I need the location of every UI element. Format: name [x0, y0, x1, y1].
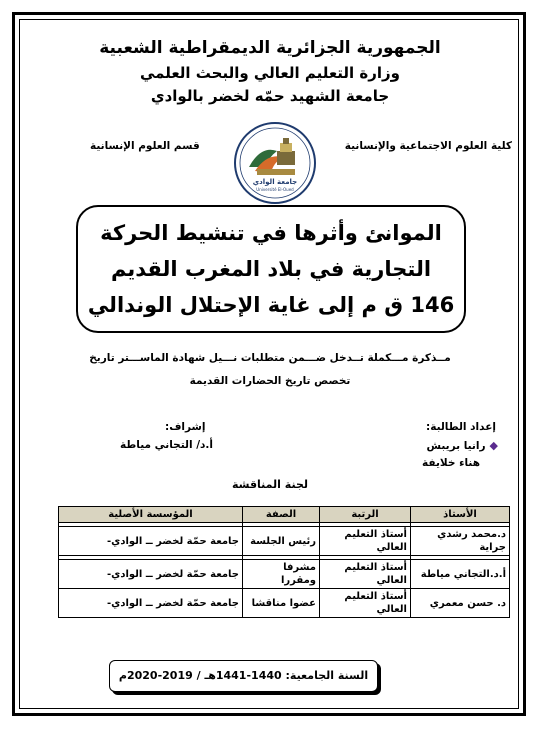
university-heading: جامعة الشهيد حمّه لخضر بالوادي	[150, 87, 390, 105]
jury-table-header	[59, 507, 510, 523]
professor-cell: أ.د.التجاني مياطة	[411, 560, 510, 589]
logo-latin-text: Université El-Oued	[256, 187, 294, 192]
diamond-bullet-icon: ◆	[489, 439, 498, 452]
prepared-by-label: إعداد الطالبة:	[426, 421, 496, 433]
republic-heading: الجمهورية الجزائرية الديمقراطية الشعبية	[99, 38, 441, 58]
supervision-label: إشراف:	[165, 421, 206, 433]
institution-cell: جامعة حمّة لخضر ــ الوادي-	[59, 527, 243, 556]
title-line-3: 146 ق م إلى غاية الإحتلال الوندالي	[87, 293, 455, 317]
university-logo-icon	[233, 121, 317, 205]
ministry-heading: وزارة التعليم العالي والبحث العلمي	[139, 64, 401, 82]
jury-table	[58, 506, 510, 618]
thesis-title-box	[76, 205, 466, 333]
header-role: الصفة	[243, 507, 320, 523]
specialty: تخصص تاريخ الحضارات القديمة	[189, 375, 351, 387]
header-rank: الرتبة	[320, 507, 411, 523]
student-2-name: هناء خلايفة	[422, 457, 480, 469]
committee-title: لجنة المناقشة	[231, 478, 308, 491]
academic-year: السنة الجامعية: 1440-1441هـ / 2019-2020م	[118, 669, 369, 682]
title-line-2: التجارية في بلاد المغرب القديم	[110, 257, 432, 281]
academic-year-box	[109, 660, 378, 692]
institution-cell: جامعة حمّة لخضر ــ الوادي-	[59, 589, 243, 618]
supervisor-name: أ.د/ التجاني مياطة	[120, 439, 214, 451]
title-line-1: الموانئ وأثرها في تنشيط الحركة	[100, 221, 442, 245]
role-cell: مشرفا ومقررا	[243, 560, 320, 589]
table-row	[59, 527, 510, 556]
role-cell: عضوا مناقشا	[243, 589, 320, 618]
department-name: قسم العلوم الإنسانية	[90, 140, 200, 152]
professor-cell: د. حسن معمري	[411, 589, 510, 618]
table-row	[59, 560, 510, 589]
header-institution: المؤسسة الأصلية	[59, 507, 243, 523]
student-1-name: رانيا بريبش	[426, 440, 486, 452]
rank-cell: أستاذ التعليم العالي	[320, 527, 411, 556]
thesis-purpose: مــذكرة مـــكملة تــدخل ضـــمن متطلبات نـــيل شهادة الماســـتر تاريخ	[89, 352, 451, 364]
logo-arabic-text: جامعة الوادي	[252, 178, 298, 186]
faculty-name: كلية العلوم الاجتماعية والإنسانية	[344, 140, 512, 152]
professor-cell: د.محمد رشدي جراية	[411, 527, 510, 556]
student-1	[427, 439, 499, 452]
table-row	[59, 589, 510, 618]
institution-cell: جامعة حمّة لخضر ــ الوادي-	[59, 560, 243, 589]
rank-cell: أستاذ التعليم العالي	[320, 560, 411, 589]
role-cell: رئيس الجلسة	[243, 527, 320, 556]
header-professor: الأستاذ	[411, 507, 510, 523]
rank-cell: أستاذ التعليم العالي	[320, 589, 411, 618]
